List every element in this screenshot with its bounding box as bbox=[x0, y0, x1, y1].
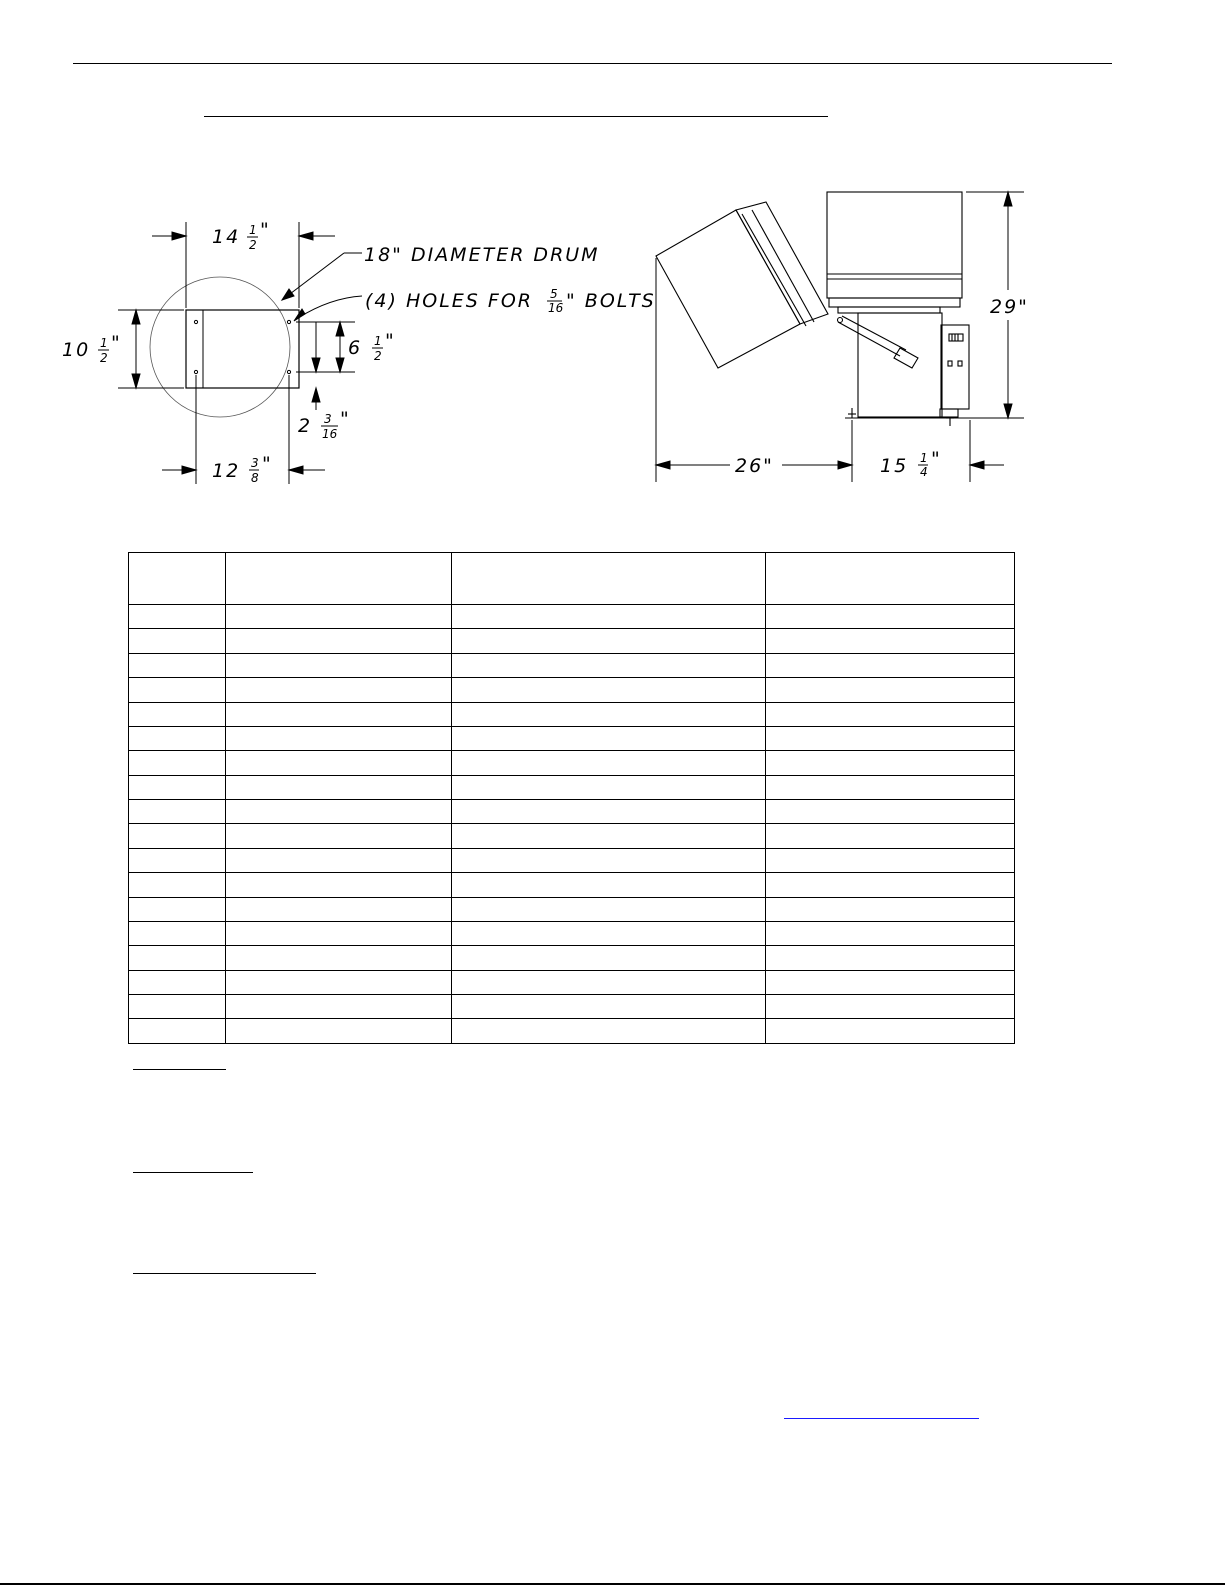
table-cell bbox=[129, 702, 226, 726]
table-cell bbox=[226, 921, 452, 945]
table-cell bbox=[452, 873, 766, 897]
table-cell bbox=[226, 605, 452, 629]
table-row bbox=[129, 751, 1015, 775]
table-cell bbox=[766, 702, 1015, 726]
table-cell bbox=[766, 629, 1015, 653]
table-row bbox=[129, 1019, 1015, 1044]
table-cell bbox=[226, 678, 452, 702]
table-cell bbox=[129, 553, 226, 605]
table-cell bbox=[129, 653, 226, 677]
table-cell bbox=[129, 775, 226, 799]
table-cell bbox=[226, 702, 452, 726]
table-cell bbox=[226, 970, 452, 994]
table-cell bbox=[766, 605, 1015, 629]
table-cell bbox=[129, 678, 226, 702]
table-cell bbox=[129, 848, 226, 872]
table-cell bbox=[452, 848, 766, 872]
table-cell bbox=[452, 1019, 766, 1044]
table-cell bbox=[766, 824, 1015, 848]
table-cell bbox=[129, 897, 226, 921]
table-cell bbox=[129, 800, 226, 824]
table-row bbox=[129, 873, 1015, 897]
svg-text:1: 1 bbox=[249, 223, 257, 237]
table-cell bbox=[129, 946, 226, 970]
table-row bbox=[129, 726, 1015, 750]
hole-spacing-dim: 6 bbox=[348, 337, 363, 359]
table-cell bbox=[226, 995, 452, 1019]
svg-text:": " bbox=[262, 453, 273, 475]
svg-text:4: 4 bbox=[920, 465, 928, 479]
table-cell bbox=[129, 605, 226, 629]
table-cell bbox=[129, 1019, 226, 1044]
table-cell bbox=[452, 751, 766, 775]
table-cell bbox=[129, 873, 226, 897]
svg-text:5: 5 bbox=[550, 287, 558, 301]
table-row bbox=[129, 678, 1015, 702]
side-base-dim: 15 bbox=[880, 455, 909, 477]
table-cell bbox=[226, 775, 452, 799]
table-row bbox=[129, 653, 1015, 677]
table-cell bbox=[766, 995, 1015, 1019]
svg-text:1: 1 bbox=[100, 336, 108, 350]
table-cell bbox=[226, 629, 452, 653]
table-row bbox=[129, 800, 1015, 824]
table-row bbox=[129, 848, 1015, 872]
table-cell bbox=[226, 873, 452, 897]
link-underline[interactable] bbox=[784, 1418, 979, 1419]
svg-text:16: 16 bbox=[322, 427, 338, 441]
table-row bbox=[129, 824, 1015, 848]
table-row bbox=[129, 605, 1015, 629]
svg-text:2: 2 bbox=[100, 351, 108, 365]
table-cell bbox=[129, 726, 226, 750]
table-cell bbox=[452, 629, 766, 653]
table-cell bbox=[766, 946, 1015, 970]
side-reach-dim: 26" bbox=[735, 455, 774, 477]
table-cell bbox=[129, 824, 226, 848]
drum-callout: 18" DIAMETER DRUM bbox=[364, 244, 600, 266]
table-cell bbox=[226, 946, 452, 970]
table-cell bbox=[452, 605, 766, 629]
table-cell bbox=[452, 553, 766, 605]
table-cell bbox=[766, 726, 1015, 750]
svg-text:16: 16 bbox=[548, 301, 564, 315]
table-cell bbox=[129, 995, 226, 1019]
svg-text:3: 3 bbox=[251, 456, 259, 470]
table-cell bbox=[226, 824, 452, 848]
svg-text:": " bbox=[340, 408, 351, 430]
table-cell bbox=[452, 775, 766, 799]
svg-text:8: 8 bbox=[251, 471, 259, 485]
table-cell bbox=[452, 897, 766, 921]
table-cell bbox=[452, 726, 766, 750]
table-cell bbox=[226, 897, 452, 921]
svg-text:1: 1 bbox=[374, 334, 382, 348]
table-cell bbox=[226, 848, 452, 872]
table-cell bbox=[129, 970, 226, 994]
table-cell bbox=[766, 553, 1015, 605]
note-heading-underline-1 bbox=[133, 1069, 226, 1070]
table-row bbox=[129, 921, 1015, 945]
svg-text:": " bbox=[260, 219, 271, 241]
svg-text:": " bbox=[385, 330, 396, 352]
svg-text:2: 2 bbox=[374, 349, 382, 363]
table-cell bbox=[766, 653, 1015, 677]
side-height-dim: 29" bbox=[990, 296, 1029, 318]
bolt-holes bbox=[194, 320, 290, 373]
spec-table bbox=[128, 552, 1015, 1044]
table-cell bbox=[452, 800, 766, 824]
hole-offset-dim: 2 bbox=[298, 415, 313, 437]
table-cell bbox=[452, 702, 766, 726]
table-cell bbox=[452, 824, 766, 848]
table-cell bbox=[226, 653, 452, 677]
table-row bbox=[129, 702, 1015, 726]
note-heading-underline-2 bbox=[133, 1172, 253, 1173]
table-cell bbox=[226, 800, 452, 824]
table-cell bbox=[226, 1019, 452, 1044]
table-cell bbox=[766, 751, 1015, 775]
table-cell bbox=[766, 873, 1015, 897]
table-cell bbox=[766, 678, 1015, 702]
table-cell bbox=[129, 921, 226, 945]
table-row bbox=[129, 970, 1015, 994]
table-cell bbox=[766, 897, 1015, 921]
svg-text:1: 1 bbox=[920, 451, 928, 465]
svg-text:": " bbox=[931, 448, 942, 470]
table-row bbox=[129, 946, 1015, 970]
svg-text:": " bbox=[111, 332, 122, 354]
table-cell bbox=[226, 726, 452, 750]
top-width-dim: 14 bbox=[212, 226, 241, 248]
table-cell bbox=[129, 751, 226, 775]
table-cell bbox=[452, 678, 766, 702]
table-cell bbox=[452, 653, 766, 677]
svg-text:3: 3 bbox=[324, 412, 332, 426]
table-row bbox=[129, 775, 1015, 799]
holes-callout: (4) HOLES FOR bbox=[365, 290, 533, 312]
table-cell bbox=[129, 629, 226, 653]
svg-text:" BOLTS: " BOLTS bbox=[566, 290, 656, 312]
table-cell bbox=[226, 751, 452, 775]
table-cell bbox=[452, 921, 766, 945]
bottom-width-dim: 12 bbox=[212, 460, 241, 482]
note-heading-underline-3 bbox=[133, 1273, 316, 1274]
table-row bbox=[129, 995, 1015, 1019]
table-cell bbox=[766, 921, 1015, 945]
machine-side-view bbox=[656, 192, 1024, 426]
table-cell bbox=[226, 553, 452, 605]
dimension-drawing bbox=[0, 0, 1225, 520]
table-cell bbox=[766, 800, 1015, 824]
table-cell bbox=[766, 848, 1015, 872]
table-row bbox=[129, 629, 1015, 653]
table-cell bbox=[452, 970, 766, 994]
table-row bbox=[129, 897, 1015, 921]
drum-outline bbox=[150, 277, 290, 417]
table-cell bbox=[766, 1019, 1015, 1044]
svg-text:2: 2 bbox=[249, 238, 257, 252]
table-cell bbox=[766, 970, 1015, 994]
table-header-row bbox=[129, 553, 1015, 605]
table-cell bbox=[452, 995, 766, 1019]
table-cell bbox=[766, 775, 1015, 799]
table-cell bbox=[452, 946, 766, 970]
top-height-dim: 10 bbox=[62, 339, 91, 361]
